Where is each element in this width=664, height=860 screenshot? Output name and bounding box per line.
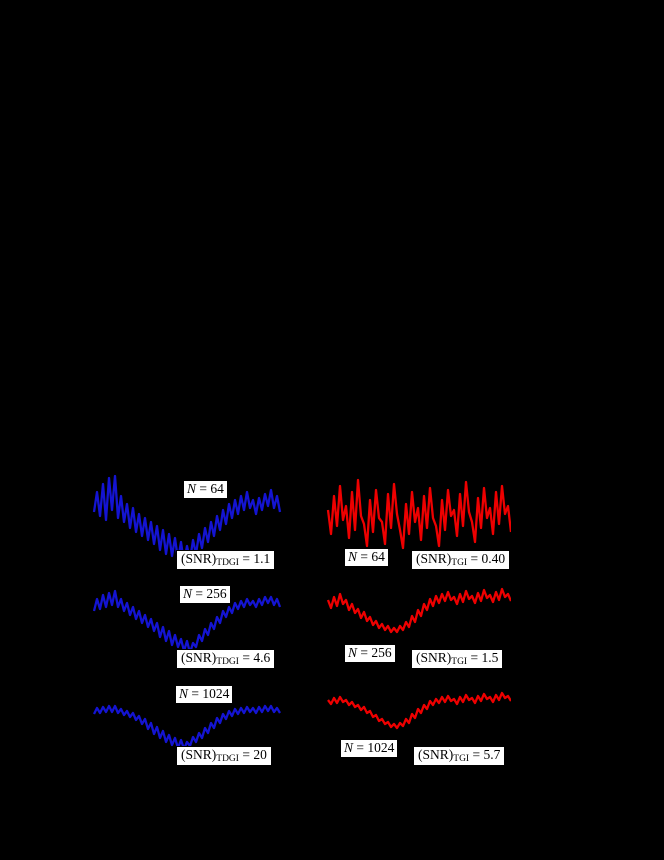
n-symbol-tdgi-256: N [183, 586, 193, 601]
snr-open-tdgi-1024: (SNR) [181, 747, 217, 762]
snr-value-tdgi-1024: 20 [253, 747, 267, 762]
snr-value-tdgi-256: 4.6 [253, 650, 271, 665]
n-symbol-tdgi-64: N [187, 481, 197, 496]
snr-label-tgi-1024 [413, 746, 505, 766]
snr-eq-tdgi-256: = [238, 650, 254, 665]
n-symbol-tgi-64: N [348, 549, 358, 564]
trace-tgi-256 [326, 582, 511, 634]
n-value-tgi-64: 64 [371, 549, 385, 564]
snr-label-tgi-256 [411, 649, 503, 669]
n-label-tdgi-1024 [176, 686, 232, 703]
n-eq-tgi-1024: = [353, 740, 368, 755]
n-label-tdgi-64 [184, 481, 227, 498]
snr-eq-tgi-1024: = [469, 747, 484, 762]
snr-value-tgi-256: 1.5 [481, 650, 499, 665]
snr-sub-tdgi-64: TDGI [216, 558, 239, 568]
snr-label-tdgi-256 [176, 649, 275, 669]
n-symbol-tgi-1024: N [344, 740, 354, 755]
snr-eq-tdgi-1024: = [238, 747, 254, 762]
n-symbol-tgi-256: N [348, 645, 358, 660]
snr-sub-tgi-64: TGI [451, 558, 468, 568]
snr-open-tgi-256: (SNR) [416, 650, 452, 665]
n-value-tdgi-256: 256 [206, 586, 227, 601]
n-label-tgi-64 [345, 549, 388, 566]
trace-panel-tgi-1024 [326, 686, 511, 732]
n-eq-tdgi-1024: = [188, 686, 203, 701]
n-value-tgi-256: 256 [371, 645, 392, 660]
n-label-tdgi-256 [180, 586, 230, 603]
snr-open-tdgi-256: (SNR) [181, 650, 217, 665]
snr-label-tdgi-1024 [176, 746, 272, 766]
n-eq-tgi-64: = [357, 549, 372, 564]
snr-label-tgi-64 [411, 550, 510, 570]
snr-value-tdgi-64: 1.1 [253, 551, 271, 566]
snr-eq-tdgi-64: = [238, 551, 254, 566]
n-label-tgi-256 [345, 645, 395, 662]
trace-panel-tgi-64 [326, 472, 511, 552]
snr-sub-tgi-256: TGI [451, 657, 468, 667]
n-label-tgi-1024 [341, 740, 397, 757]
n-value-tdgi-1024: 1024 [202, 686, 230, 701]
snr-eq-tgi-64: = [467, 551, 482, 566]
snr-sub-tdgi-256: TDGI [216, 657, 239, 667]
snr-open-tgi-64: (SNR) [416, 551, 452, 566]
snr-label-tdgi-64 [176, 550, 275, 570]
n-value-tdgi-64: 64 [210, 481, 224, 496]
n-eq-tgi-256: = [357, 645, 372, 660]
trace-tgi-64 [326, 472, 511, 552]
n-symbol-tdgi-1024: N [179, 686, 189, 701]
snr-value-tgi-1024: 5.7 [483, 747, 501, 762]
n-value-tgi-1024: 1024 [367, 740, 395, 755]
snr-eq-tgi-256: = [467, 650, 482, 665]
snr-open-tdgi-64: (SNR) [181, 551, 217, 566]
trace-tgi-1024 [326, 686, 511, 732]
snr-open-tgi-1024: (SNR) [418, 747, 454, 762]
trace-panel-tgi-256 [326, 582, 511, 634]
snr-value-tgi-64: 0.40 [481, 551, 506, 566]
snr-sub-tgi-1024: TGI [453, 754, 470, 764]
n-eq-tdgi-64: = [196, 481, 211, 496]
n-eq-tdgi-256: = [192, 586, 207, 601]
snr-sub-tdgi-1024: TDGI [216, 754, 239, 764]
